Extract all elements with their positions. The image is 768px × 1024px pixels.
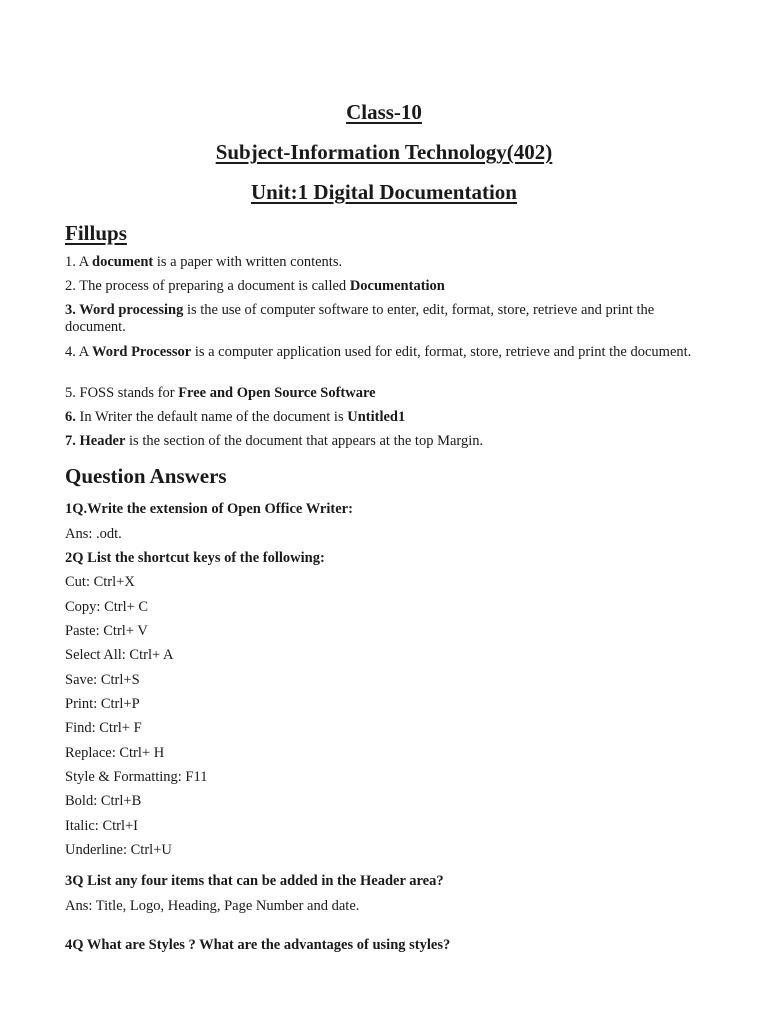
subject-title: Subject-Information Technology(402) xyxy=(215,140,553,164)
shortcut-item: Cut: Ctrl+X xyxy=(65,574,135,590)
question-answers-heading: Question Answers xyxy=(65,464,227,488)
shortcut-item: Print: Ctrl+P xyxy=(65,696,140,712)
shortcut-item: Italic: Ctrl+I xyxy=(65,818,139,834)
shortcut-item: Underline: Ctrl+U xyxy=(65,842,172,858)
shortcut-item: Save: Ctrl+S xyxy=(65,672,140,688)
shortcut-item: Style & Formatting: F11 xyxy=(65,769,208,785)
fillups-heading: Fillups xyxy=(65,221,127,245)
shortcut-item: Paste: Ctrl+ V xyxy=(65,623,148,639)
shortcut-item: Replace: Ctrl+ H xyxy=(65,745,165,761)
shortcut-item: Copy: Ctrl+ C xyxy=(65,599,149,615)
fillup-item-1: 1. A document is a paper with written contents. xyxy=(65,254,343,270)
question-4: 4Q What are Styles ? What are the advantages of using styles? xyxy=(65,937,451,953)
question-3: 3Q List any four items that can be added in the Header area? xyxy=(65,873,444,889)
shortcut-item: Find: Ctrl+ F xyxy=(65,720,142,736)
fillup-item-3: 3. Word processing is the use of computer software to enter, edit, format, store, retrieve and print the document. xyxy=(65,302,655,335)
fillup-item-6: 6. In Writer the default name of the document is Untitled1 xyxy=(65,409,406,425)
fillup-item-4: 4. A Word Processor is a computer application used for edit, format, store, retrieve and print the document. xyxy=(65,344,692,360)
shortcut-item: Select All: Ctrl+ A xyxy=(65,647,174,663)
question-2: 2Q List the shortcut keys of the following: xyxy=(65,550,325,566)
question-1: 1Q.Write the extension of Open Office Writer: xyxy=(65,501,353,517)
answer-3: Ans: Title, Logo, Heading, Page Number and date. xyxy=(65,898,360,914)
fillup-item-2: 2. The process of preparing a document is called Documentation xyxy=(65,278,445,294)
fillup-item-5: 5. FOSS stands for Free and Open Source Software xyxy=(65,385,376,401)
answer-1: Ans: .odt. xyxy=(65,526,122,542)
class-title: Class-10 xyxy=(346,100,422,124)
shortcut-item: Bold: Ctrl+B xyxy=(65,793,142,809)
fillup-item-7: 7. Header is the section of the document that appears at the top Margin. xyxy=(65,433,484,449)
unit-title: Unit:1 Digital Documentation xyxy=(251,180,517,204)
